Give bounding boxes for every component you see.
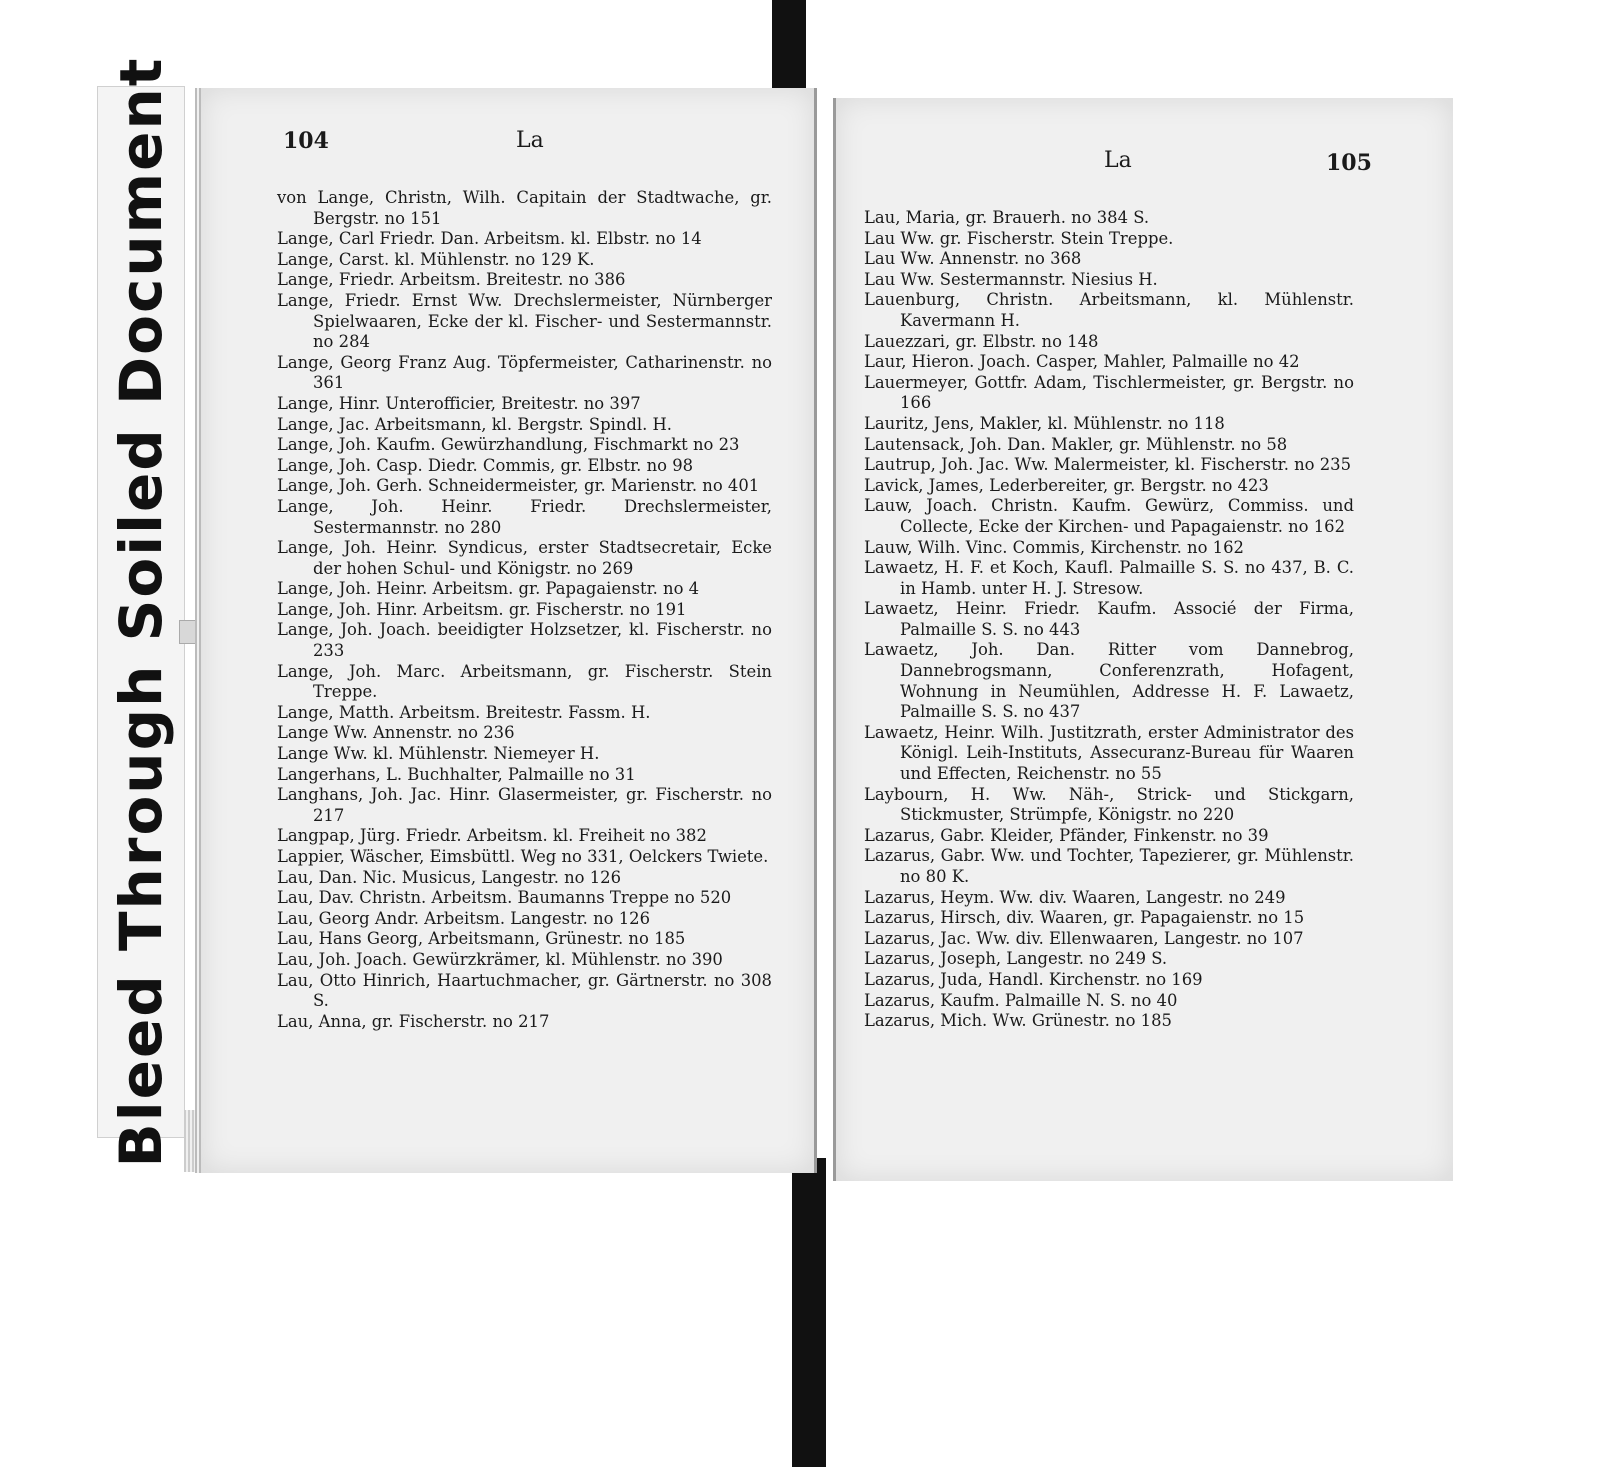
directory-entry: Langpap, Jürg. Friedr. Arbeitsm. kl. Freiheit no 382 (277, 826, 707, 846)
directory-entry: Lazarus, Hirsch, div. Waaren, gr. Papagaienstr. no 15 (864, 908, 1305, 928)
directory-entry: Lange, Carl Friedr. Dan. Arbeitsm. kl. Elbstr. no 14 (277, 229, 702, 249)
directory-entry: Lauenburg, Christn. Arbeitsmann, kl. Mühlenstr. Kavermann H. (864, 290, 1354, 330)
directory-entry: Lawaetz, Heinr. Wilh. Justitzrath, erster Administrator des Königl. Leih-Instituts, Assecuranz-Bureau für Waaren und Effecten, Reichenstr. no 55 (864, 722, 1354, 784)
directory-entry: Lau, Hans Georg, Arbeitsmann, Grünestr. no 185 (277, 929, 686, 949)
right-page-number: 105 (1326, 150, 1372, 176)
left-page-letters: La (516, 128, 544, 153)
directory-entry: Lange, Joh. Heinr. Friedr. Drechslermeister, Sestermannstr. no 280 (277, 496, 772, 537)
directory-entry: Lau, Anna, gr. Fischerstr. no 217 (277, 1011, 550, 1031)
directory-entry: Lange Ww. kl. Mühlenstr. Niemeyer H. (277, 744, 600, 764)
directory-entry: Lautrup, Joh. Jac. Ww. Malermeister, kl. Fischerstr. no 235 (864, 455, 1352, 475)
directory-entry: Lau, Maria, gr. Brauerh. no 384 S. (864, 208, 1150, 227)
directory-entry: Lau Ww. Sestermannstr. Niesius H. (864, 269, 1158, 289)
directory-entry: Lange, Joh. Heinr. Syndicus, erster Stadtsecretair, Ecke der hohen Schul- und Königstr. no 269 (277, 538, 772, 578)
directory-entry: Lazarus, Kaufm. Palmaille N. S. no 40 (864, 990, 1178, 1010)
directory-entry: Laybourn, H. Ww. Näh-, Strick- und Stickgarn, Stickmuster, Strümpfe, Königstr. no 220 (864, 784, 1354, 825)
directory-entry: Lange, Friedr. Ernst Ww. Drechslermeister, Nürnberger Spielwaaren, Ecke der kl. Fischer- und Sestermannstr. no 284 (277, 290, 772, 352)
right-page (833, 98, 1453, 1181)
directory-entry: Lau Ww. Annenstr. no 368 (864, 249, 1082, 269)
microfilm-strip-bottom (792, 1158, 826, 1467)
directory-entry: Lau, Georg Andr. Arbeitsm. Langestr. no 126 (277, 908, 651, 928)
left-page (195, 88, 817, 1173)
directory-entry: Lange, Joh. Gerh. Schneidermeister, gr. Marienstr. no 401 (277, 476, 760, 496)
directory-entry: Lange, Joh. Hinr. Arbeitsm. gr. Fischerstr. no 191 (277, 599, 687, 619)
directory-entry: Lau, Dav. Christn. Arbeitsm. Baumanns Treppe no 520 (277, 888, 732, 908)
left-page-number: 104 (283, 128, 329, 154)
left-entry-list (277, 188, 772, 1032)
directory-entry: Lauw, Joach. Christn. Kaufm. Gewürz, Commiss. und Collecte, Ecke der Kirchen- und Papagaienstr. no 162 (864, 496, 1354, 536)
directory-entry: Lauw, Wilh. Vinc. Commis, Kirchenstr. no 162 (864, 537, 1244, 557)
directory-entry: Lange Ww. Annenstr. no 236 (277, 723, 515, 743)
directory-entry: Lazarus, Gabr. Kleider, Pfänder, Finkenstr. no 39 (864, 825, 1269, 845)
directory-entry: Lau, Joh. Joach. Gewürzkrämer, kl. Mühlenstr. no 390 (277, 949, 723, 969)
directory-entry: Lange, Friedr. Arbeitsm. Breitestr. no 386 (277, 270, 626, 290)
directory-entry: Lange, Joh. Kaufm. Gewürzhandlung, Fischmarkt no 23 (277, 435, 740, 455)
right-entry-list (864, 208, 1354, 1032)
directory-entry: Lauezzari, gr. Elbstr. no 148 (864, 331, 1099, 351)
directory-entry: Lappier, Wäscher, Eimsbüttl. Weg no 331, Oelckers Twiete. (277, 847, 769, 866)
directory-entry: Lawaetz, Joh. Dan. Ritter vom Dannebrog, Dannebrogsmann, Conferenzrath, Hofagent, Wohnung in Neumühlen, Addresse H. F. Lawaetz, Palmaille S. S. no 437 (864, 640, 1354, 722)
directory-entry: Lazarus, Heym. Ww. div. Waaren, Langestr. no 249 (864, 887, 1286, 907)
directory-entry: Lange, Hinr. Unterofficier, Breitestr. no 397 (277, 393, 641, 413)
directory-entry: von Lange, Christn, Wilh. Capitain der Stadtwache, gr. Bergstr. no 151 (277, 188, 772, 228)
directory-entry: Lange, Joh. Joach. beeidigter Holzsetzer, kl. Fischerstr. no 233 (277, 620, 772, 661)
directory-entry: Langhans, Joh. Jac. Hinr. Glasermeister, gr. Fischerstr. no 217 (277, 785, 772, 825)
right-page-letters: La (1104, 148, 1132, 173)
directory-entry: Lautensack, Joh. Dan. Makler, gr. Mühlenstr. no 58 (864, 434, 1288, 454)
directory-entry: Lazarus, Joseph, Langestr. no 249 S. (864, 949, 1168, 969)
directory-entry: Lange, Carst. kl. Mühlenstr. no 129 K. (277, 249, 595, 269)
directory-entry: Lau, Dan. Nic. Musicus, Langestr. no 126 (277, 867, 622, 887)
directory-entry: Lange, Joh. Marc. Arbeitsmann, gr. Fischerstr. Stein Treppe. (277, 661, 772, 702)
directory-entry: Lange, Joh. Heinr. Arbeitsm. gr. Papagaienstr. no 4 (277, 579, 700, 599)
document-label: Bleed Through Soiled Document (107, 56, 175, 1168)
directory-entry: Lazarus, Mich. Ww. Grünestr. no 185 (864, 1011, 1172, 1031)
directory-entry: Lange, Georg Franz Aug. Töpfermeister, Catharinenstr. no 361 (277, 352, 772, 393)
directory-entry: Lange, Jac. Arbeitsmann, kl. Bergstr. Spindl. H. (277, 414, 673, 434)
directory-entry: Lauermeyer, Gottfr. Adam, Tischlermeister, gr. Bergstr. no 166 (864, 372, 1354, 413)
directory-entry: Lavick, James, Lederbereiter, gr. Bergstr. no 423 (864, 475, 1269, 495)
directory-entry: Lawaetz, H. F. et Koch, Kaufl. Palmaille S. S. no 437, B. C. in Hamb. unter H. J. Stresow. (864, 558, 1354, 598)
directory-entry: Lazarus, Juda, Handl. Kirchenstr. no 169 (864, 969, 1203, 989)
directory-entry: Langerhans, L. Buchhalter, Palmaille no 31 (277, 764, 636, 784)
directory-entry: Lange, Matth. Arbeitsm. Breitestr. Fassm. H. (277, 702, 651, 722)
directory-entry: Lauritz, Jens, Makler, kl. Mühlenstr. no 118 (864, 413, 1225, 433)
directory-entry: Lange, Joh. Casp. Diedr. Commis, gr. Elbstr. no 98 (277, 455, 694, 475)
directory-entry: Lau, Otto Hinrich, Haartuchmacher, gr. Gärtnerstr. no 308 S. (277, 970, 772, 1011)
directory-entry: Laur, Hieron. Joach. Casper, Mahler, Palmaille no 42 (864, 352, 1300, 372)
directory-entry: Lazarus, Jac. Ww. div. Ellenwaaren, Langestr. no 107 (864, 928, 1304, 948)
directory-entry: Lawaetz, Heinr. Friedr. Kaufm. Associé der Firma, Palmaille S. S. no 443 (864, 599, 1354, 639)
directory-entry: Lau Ww. gr. Fischerstr. Stein Treppe. (864, 228, 1174, 248)
directory-entry: Lazarus, Gabr. Ww. und Tochter, Tapezierer, gr. Mühlenstr. no 80 K. (864, 846, 1354, 886)
